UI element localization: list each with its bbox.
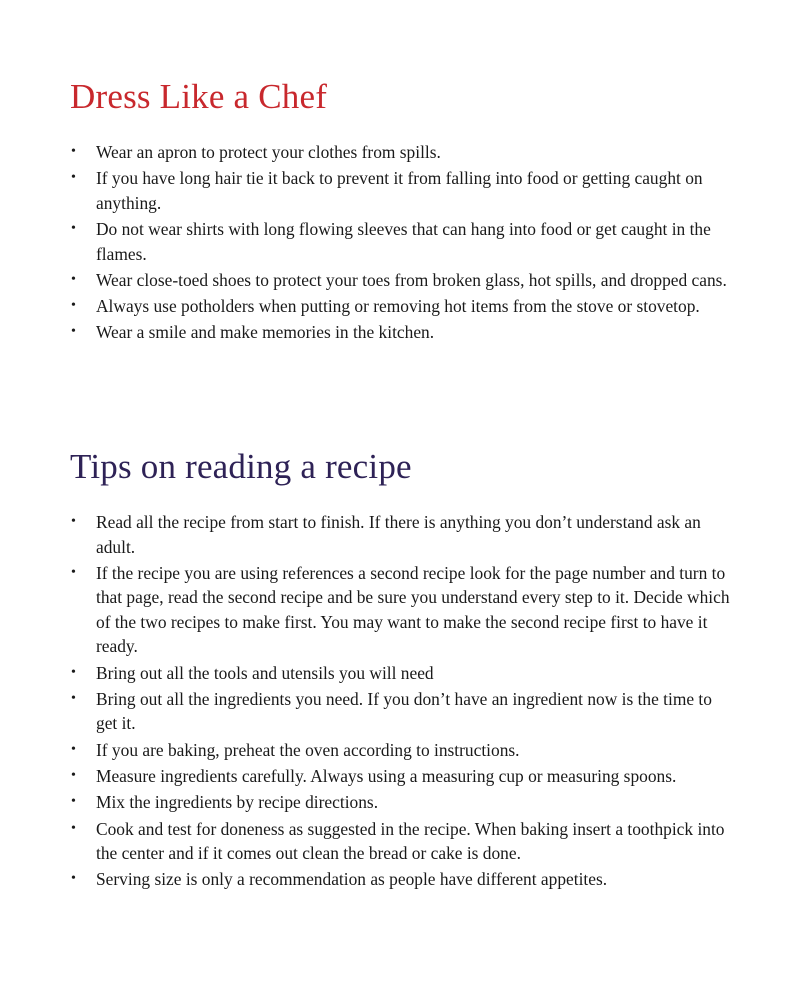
bullet-list <box>70 510 730 892</box>
list-item <box>70 867 730 892</box>
bullet-icon: • <box>71 820 76 836</box>
bullet-icon: • <box>71 170 76 186</box>
bullet-icon: • <box>71 564 76 580</box>
bullet-icon: • <box>71 664 76 680</box>
list-item <box>70 817 730 866</box>
section-heading: Tips on reading a recipe <box>70 447 412 486</box>
list-item-text: Cook and test for doneness as suggested in the recipe. When baking insert a toothpick into the center and if it comes out clean the bread or cake is done. <box>96 818 725 864</box>
list-item-text: Read all the recipe from start to finish. If there is anything you don’t understand ask an adult. <box>96 512 701 557</box>
bullet-icon: • <box>71 767 76 783</box>
list-item-text: Do not wear shirts with long flowing sleeves that can hang into food or get caught in the flames. <box>96 219 711 264</box>
list-item <box>70 561 730 659</box>
list-item-text: Wear close-toed shoes to protect your toes from broken glass, hot spills, and dropped cans. <box>96 269 727 290</box>
list-item <box>70 738 730 763</box>
bullet-icon: • <box>71 271 76 287</box>
section-tips-on-reading-a-recipe <box>70 446 730 894</box>
list-item <box>70 790 730 815</box>
list-item-text: If the recipe you are using references a second recipe look for the page number and turn to that page, read the second recipe and be sure you understand every step to it. Decide which of the two recipes to make first. You may want to make the second recipe first to have it ready. <box>96 562 730 657</box>
list-item <box>70 510 730 559</box>
list-item <box>70 661 730 686</box>
bullet-icon: • <box>71 144 76 159</box>
list-item <box>70 217 730 266</box>
section-heading: Dress Like a Chef <box>70 77 328 116</box>
list-item-text: Bring out all the tools and utensils you will need <box>96 662 434 683</box>
bullet-icon: • <box>71 741 76 757</box>
bullet-icon: • <box>71 298 76 314</box>
bullet-list <box>70 140 730 345</box>
bullet-icon: • <box>71 514 76 529</box>
list-item-text: Bring out all the ingredients you need. If you don’t have an ingredient now is the time to get it. <box>96 688 712 734</box>
list-item <box>70 140 730 165</box>
list-item <box>70 320 730 345</box>
list-item <box>70 268 730 293</box>
section-dress-like-a-chef <box>70 76 730 347</box>
list-item-text: Wear an apron to protect your clothes from spills. <box>96 142 441 162</box>
list-item-text: Serving size is only a recommendation as people have different appetites. <box>96 869 608 890</box>
list-item-text: Mix the ingredients by recipe directions. <box>96 792 379 813</box>
list-item <box>70 166 730 215</box>
list-item <box>70 764 730 789</box>
list-item-text: If you are baking, preheat the oven according to instructions. <box>96 739 520 760</box>
list-item <box>70 687 730 736</box>
bullet-icon: • <box>71 794 76 810</box>
list-item-text: If you have long hair tie it back to prevent it from falling into food or getting caught on anything. <box>96 168 703 213</box>
bullet-icon: • <box>71 221 76 237</box>
bullet-icon: • <box>71 324 76 340</box>
list-item <box>70 294 730 319</box>
list-item-text: Wear a smile and make memories in the kitchen. <box>96 322 435 343</box>
bullet-icon: • <box>71 871 76 887</box>
list-item-text: Measure ingredients carefully. Always using a measuring cup or measuring spoons. <box>96 765 677 786</box>
bullet-icon: • <box>71 690 76 706</box>
list-item-text: Always use potholders when putting or removing hot items from the stove or stovetop. <box>96 296 700 317</box>
